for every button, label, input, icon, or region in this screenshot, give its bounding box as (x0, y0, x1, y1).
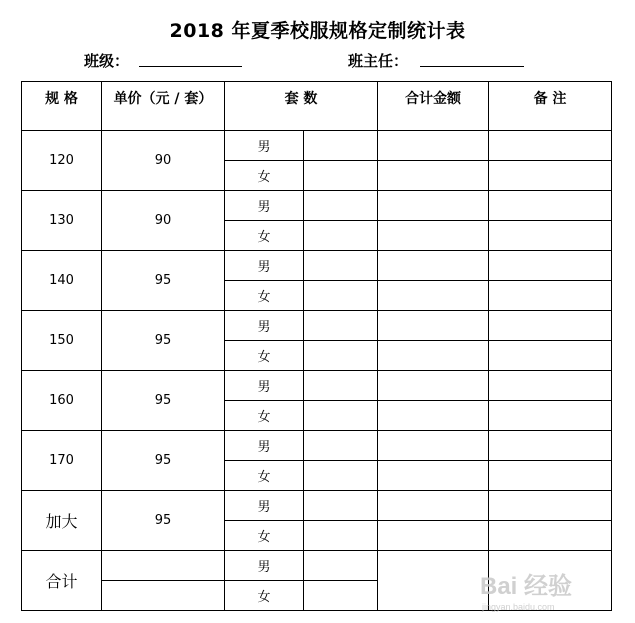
count-cell[interactable] (304, 401, 378, 431)
spec-cell: 120 (22, 131, 102, 191)
total-cell[interactable] (378, 431, 489, 461)
gender-female: 女 (225, 461, 304, 491)
remarks-cell[interactable] (489, 251, 612, 281)
gender-male: 男 (225, 131, 304, 161)
count-cell[interactable] (304, 371, 378, 401)
summary-price-cell[interactable] (102, 581, 225, 611)
gender-female: 女 (225, 221, 304, 251)
header-spec: 规 格 (22, 82, 102, 131)
summary-count-cell[interactable] (304, 581, 378, 611)
gender-male: 男 (225, 311, 304, 341)
total-cell[interactable] (378, 341, 489, 371)
total-cell[interactable] (378, 371, 489, 401)
spec-cell: 加大 (22, 491, 102, 551)
gender-female: 女 (225, 521, 304, 551)
table-row (22, 251, 612, 281)
spec-cell: 170 (22, 431, 102, 491)
remarks-cell[interactable] (489, 491, 612, 521)
remarks-cell[interactable] (489, 221, 612, 251)
remarks-cell[interactable] (489, 131, 612, 161)
count-cell[interactable] (304, 131, 378, 161)
summary-price-cell[interactable] (102, 551, 225, 581)
gender-male: 男 (225, 191, 304, 221)
count-cell[interactable] (304, 281, 378, 311)
remarks-cell[interactable] (489, 431, 612, 461)
count-cell[interactable] (304, 521, 378, 551)
price-cell: 95 (102, 491, 225, 551)
gender-male: 男 (225, 551, 304, 581)
gender-female: 女 (225, 401, 304, 431)
gender-male: 男 (225, 251, 304, 281)
spec-cell: 130 (22, 191, 102, 251)
header-price: 单价（元 / 套） (102, 82, 225, 131)
count-cell[interactable] (304, 461, 378, 491)
remarks-cell[interactable] (489, 191, 612, 221)
total-cell[interactable] (378, 131, 489, 161)
summary-total-cell[interactable] (378, 551, 489, 611)
spec-cell: 160 (22, 371, 102, 431)
spec-cell: 140 (22, 251, 102, 311)
gender-female: 女 (225, 341, 304, 371)
count-cell[interactable] (304, 191, 378, 221)
price-cell: 95 (102, 311, 225, 371)
total-cell[interactable] (378, 251, 489, 281)
remarks-cell[interactable] (489, 311, 612, 341)
remarks-cell[interactable] (489, 161, 612, 191)
count-cell[interactable] (304, 491, 378, 521)
remarks-cell[interactable] (489, 371, 612, 401)
class-input-line[interactable] (139, 66, 242, 67)
summary-row (22, 551, 612, 581)
total-cell[interactable] (378, 461, 489, 491)
summary-remarks-cell[interactable] (489, 551, 612, 611)
price-cell: 90 (102, 191, 225, 251)
summary-count-cell[interactable] (304, 551, 378, 581)
count-cell[interactable] (304, 341, 378, 371)
teacher-label: 班主任： (348, 52, 409, 70)
count-cell[interactable] (304, 161, 378, 191)
header-row (22, 82, 612, 131)
price-cell: 95 (102, 431, 225, 491)
spec-cell: 150 (22, 311, 102, 371)
price-cell: 95 (102, 251, 225, 311)
total-cell[interactable] (378, 521, 489, 551)
table-row (22, 191, 612, 221)
remarks-cell[interactable] (489, 341, 612, 371)
table-row (22, 431, 612, 461)
watermark-sub: jingyan.baidu.com (482, 602, 555, 612)
gender-male: 男 (225, 491, 304, 521)
class-label: 班级： (84, 52, 130, 70)
watermark-text: Bai 经验 (480, 573, 573, 600)
total-cell[interactable] (378, 491, 489, 521)
header-sets: 套 数 (225, 82, 378, 131)
count-cell[interactable] (304, 431, 378, 461)
gender-male: 男 (225, 431, 304, 461)
count-cell[interactable] (304, 251, 378, 281)
total-cell[interactable] (378, 281, 489, 311)
remarks-cell[interactable] (489, 401, 612, 431)
remarks-cell[interactable] (489, 281, 612, 311)
gender-female: 女 (225, 281, 304, 311)
gender-male: 男 (225, 371, 304, 401)
total-cell[interactable] (378, 311, 489, 341)
header-total: 合计金额 (378, 82, 489, 131)
header-remarks: 备 注 (489, 82, 612, 131)
total-cell[interactable] (378, 161, 489, 191)
gender-female: 女 (225, 161, 304, 191)
table-row (22, 131, 612, 161)
remarks-cell[interactable] (489, 461, 612, 491)
table-row (22, 371, 612, 401)
count-cell[interactable] (304, 311, 378, 341)
table-row (22, 491, 612, 521)
total-cell[interactable] (378, 191, 489, 221)
uniform-stats-table (21, 81, 612, 611)
teacher-input-line[interactable] (420, 66, 524, 67)
price-cell: 95 (102, 371, 225, 431)
summary-label: 合计 (22, 551, 102, 611)
total-cell[interactable] (378, 221, 489, 251)
table-row (22, 311, 612, 341)
price-cell: 90 (102, 131, 225, 191)
remarks-cell[interactable] (489, 521, 612, 551)
total-cell[interactable] (378, 401, 489, 431)
count-cell[interactable] (304, 221, 378, 251)
gender-female: 女 (225, 581, 304, 611)
page-title: 2018 年夏季校服规格定制统计表 (169, 20, 466, 42)
